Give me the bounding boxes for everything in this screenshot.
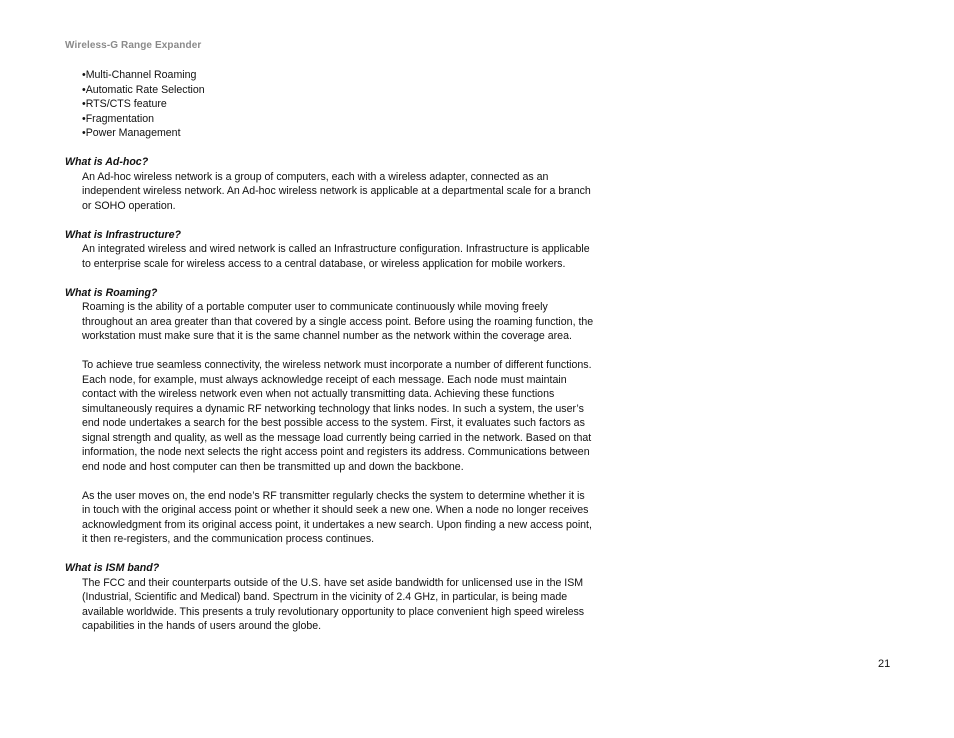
section-heading: What is Roaming? bbox=[65, 286, 158, 299]
bullet-item: •Fragmentation bbox=[82, 112, 155, 125]
section-paragraph: Roaming is the ability of a portable computer user to communicate continuously while moving freely throughout an area greater than that covered by a single access point. Before using the roaming function, the workstation must make sure that it is the same channel number as the network within the coverage area. bbox=[82, 301, 594, 342]
bullet-item: •Automatic Rate Selection bbox=[82, 83, 205, 96]
section-roaming bbox=[65, 286, 595, 547]
section-paragraph: The FCC and their counterparts outside of the U.S. have set aside bandwidth for unlicensed use in the ISM (Industrial, Scientific and Medical) band. Spectrum in the vicinity of 2.4 GHz, in particular, is being made available worldwide. This presents a truly revolutionary opportunity to place convenient high speed wireless capabilities in the hands of users around the globe. bbox=[82, 576, 585, 632]
section-ism-band bbox=[65, 561, 595, 634]
bullet-item: •Multi-Channel Roaming bbox=[82, 69, 197, 81]
bullet-item: •RTS/CTS feature bbox=[82, 98, 167, 110]
section-paragraph: An Ad-hoc wireless network is a group of computers, each with a wireless adapter, connected as an independent wireless network. An Ad-hoc wireless network is applicable at a departmental scale for a branch or SOHO operation. bbox=[82, 170, 591, 212]
section-ad-hoc bbox=[65, 155, 595, 213]
bullet-item: •Power Management bbox=[82, 127, 181, 139]
section-heading: What is Infrastructure? bbox=[65, 228, 181, 241]
section-paragraph: To achieve true seamless connectivity, the wireless network must incorporate a number of different functions. Each node, for example, must always acknowledge receipt of each message. Each node must maintain contact with the wireless network even when not actually transmitting data. Achieving these functions simultaneously requires a dynamic RF networking technology that links nodes. In such a system, the user’s end node undertakes a search for the best possible access to the system. First, it evaluates such factors as signal strength and quality, as well as the message load currently being carried in the network. Based on that information, the node next selects the right access point and registers its address. Communications between end node and host computer can then be transmitted up and down the backbone. bbox=[82, 359, 592, 473]
section-infrastructure bbox=[65, 228, 595, 272]
section-heading: What is ISM band? bbox=[65, 562, 160, 574]
section-paragraph: As the user moves on, the end node’s RF transmitter regularly checks the system to determine whether it is in touch with the original access point or whether it should seek a new one. When a node no longer receives acknowledgment from its original access point, it undertakes a new search. Upon finding a new access point, it then re-registers, and the communication process continues. bbox=[82, 489, 592, 545]
section-paragraph: An integrated wireless and wired network is called an Infrastructure configuration. Infrastructure is applicable to enterprise scale for wireless access to a central database, or wireless application for mobile workers. bbox=[82, 243, 590, 270]
running-header: Wireless-G Range Expander bbox=[65, 40, 202, 51]
feature-bullet-list bbox=[82, 68, 595, 141]
section-heading: What is Ad-hoc? bbox=[65, 156, 149, 168]
page-number: 21 bbox=[878, 658, 891, 670]
document-body bbox=[65, 68, 595, 634]
